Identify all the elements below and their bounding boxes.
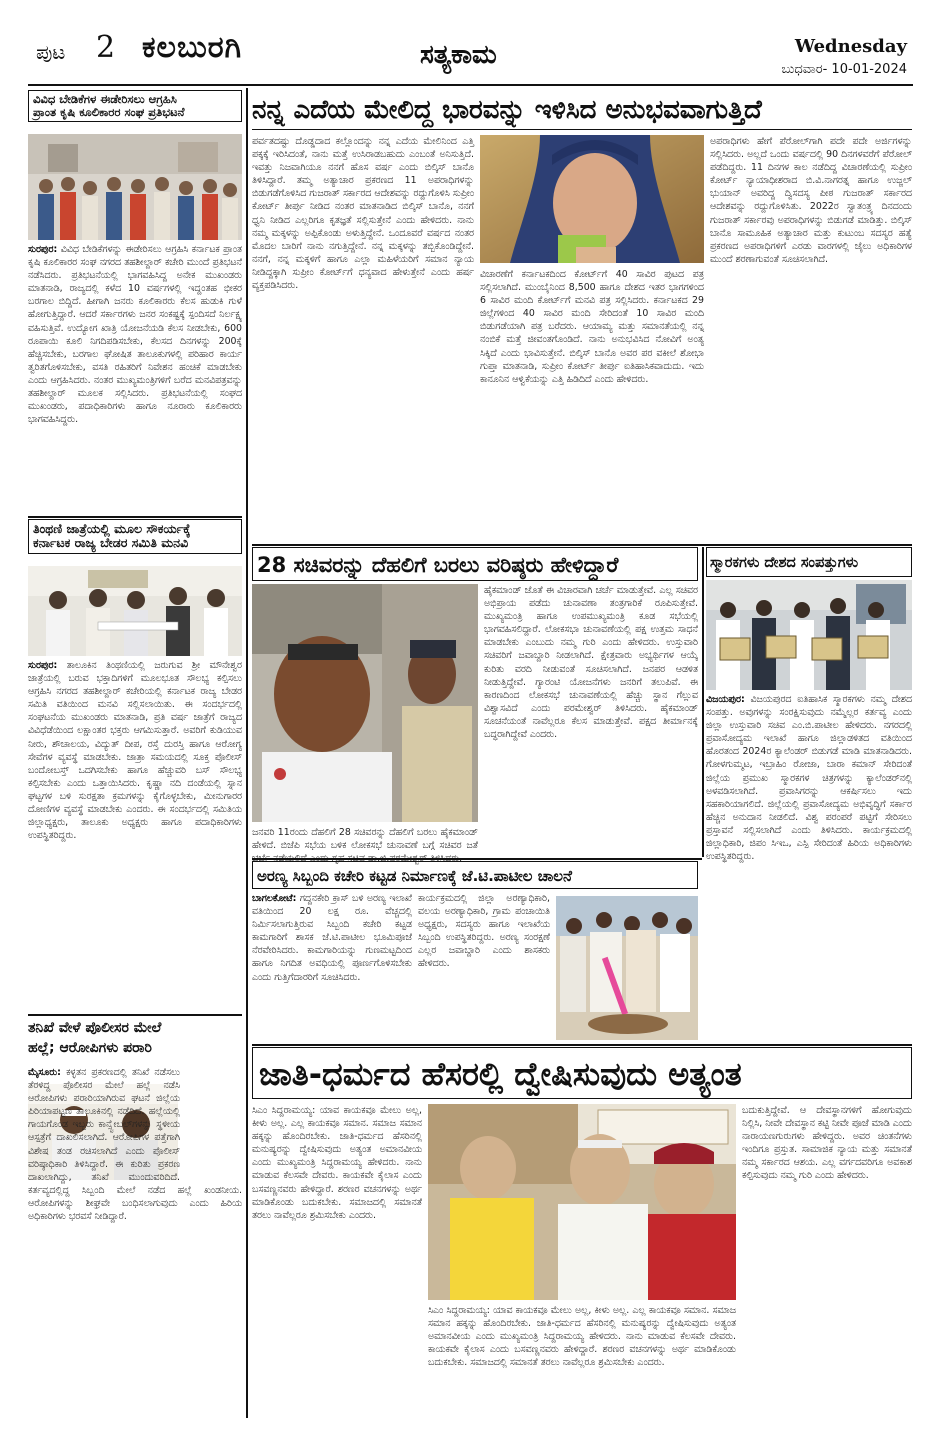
left-divider-2 <box>28 1014 242 1016</box>
protest-body-text: ವಿವಿಧ ಬೇಡಿಕೆಗಳನ್ನು ಈಡೇರಿಸಲು ಆಗ್ರಹಿಸಿ ಕರ್ನಾಟಕ ಪ್ರಾಂತ ಕೃಷಿ ಕೂಲಿಕಾರರ ಸಂಘ ನಗರದ ತಹಶೀಲ್ದಾರ್ ಕಚೇರಿ ಮುಂದೆ ಪ್ರತಿಭಟನೆ ನಡೆಸಿದರು. ಪ್ರತಿಭಟನೆಯಲ್ಲಿ ಭಾಗವಹಿಸಿದ್ದ ಅನೇಕ ಮುಖಂಡರು ಮಾತನಾಡಿ, ರಾಜ್ಯದಲ್ಲಿ ಕಳೆದ 10 ವರ್ಷಗಳಲ್ಲಿ ಇದ್ದಂತಹ ಭೀಕರ ಬರಗಾಲ ಬಿದ್ದಿದೆ. ಹೀಗಾಗಿ ಜನರು ಕೂಲಿಕಾರರು ಕೆಲಸ ಹುಡುಕಿ ಗುಳೆ ಹೋಗುತ್ತಿದ್ದಾರೆ. ಆದರೆ ಸರ್ಕಾರಗಳು ಜನರ ಸಂಕಷ್ಟಕ್ಕೆ ಸ್ಪಂದಿಸದೆ ನಿರ್ಲಕ್ಷ್ಯ ವಹಿಸುತ್ತಿವೆ. ಉದ್ಯೋಗ ಖಾತ್ರಿ ಯೋಜನೆಯಡಿ ಕೆಲಸ ನೀಡಬೇಕು, 600 ರೂಪಾಯಿ ಕೂಲಿ ನಿಗದಿಪಡಿಸಬೇಕು, ಕೆಲಸದ ದಿನಗಳನ್ನು 200ಕ್ಕೆ ಹೆಚ್ಚಿಸಬೇಕು, ಬರಗಾಲ ಘೋಷಿತ ತಾಲೂಕುಗಳಲ್ಲಿ ಪರಿಹಾರ ಕಾರ್ಯ ತ್ವರಿತಗೊಳಿಸಬೇಕು, ವಸತಿ ರಹಿತರಿಗೆ ನಿವೇಶನ ಹಂಚಿಕೆ ಮಾಡಬೇಕು ಎಂದು ಆಗ್ರಹಿಸಿದರು. ನಂತರ ಮುಖ್ಯಮಂತ್ರಿಗಳಿಗೆ ಬರೆದ ಮನವಿಪತ್ರವನ್ನು ತಹಶೀಲ್ದಾರ್ ಮೂಲಕ ಸಲ್ಲಿಸಿದರು. ಪ್ರತಿಭಟನೆಯಲ್ಲಿ ಸಂಘದ ಮುಖಂಡರು, ಪದಾಧಿಕಾರಿಗಳು ಹಾಗೂ ನೂರಾರು ಕೂಲಿಕಾರರು ಭಾಗವಹಿಸಿದ್ದರು. <box>28 244 243 426</box>
ministers-col1-text: ಹೈಕಮಾಂಡ್ ಜೊತೆ ಈ ವಿಚಾರವಾಗಿ ಚರ್ಚೆ ಮಾಡುತ್ತೇವೆ. ಎಲ್ಲ ಸಚಿವರ ಅಭಿಪ್ರಾಯ ಪಡೆದು ಚುನಾವಣಾ ತಂತ್ರಗಾರಿಕೆ ರೂಪಿಸುತ್ತೇವೆ. ಮುಖ್ಯಮಂತ್ರಿ ಹಾಗೂ ಉಪಮುಖ್ಯಮಂತ್ರಿ ಕೂಡ ಸಭೆಯಲ್ಲಿ ಭಾಗವಹಿಸಲಿದ್ದಾರೆ. ಲೋಕಸಭಾ ಚುನಾವಣೆಯಲ್ಲಿ ಪಕ್ಷ ಉತ್ತಮ ಸಾಧನೆ ಮಾಡಬೇಕು ಎಂಬುದು ನಮ್ಮ ಗುರಿ ಎಂದು ಹೇಳಿದರು. ಉಸ್ತುವಾರಿ ಸಚಿವರಿಗೆ ಜವಾಬ್ದಾರಿ ನೀಡಲಾಗಿದೆ. ಕ್ಷೇತ್ರವಾರು ಅಭ್ಯರ್ಥಿಗಳ ಆಯ್ಕೆ ಕುರಿತು ವರದಿ ನೀಡುವಂತೆ ಸೂಚಿಸಲಾಗಿದೆ. <box>484 585 698 675</box>
city-name: ಕಲಬುರಗಿ <box>142 30 243 65</box>
ministers-col1 <box>484 584 698 856</box>
caste-col-middle-text: ಸಿಎಂ ಸಿದ್ದರಾಮಯ್ಯ: ಯಾವ ಕಾಯಕವೂ ಮೇಲು ಅಲ್ಲ, ಕೀಳು ಅಲ್ಲ. ಎಲ್ಲ ಕಾಯಕವೂ ಸಮಾನ. ಸಮಾಜ ಸಮಾನ ಹಕ್ಕನ್ನು ಹೊಂದಿರಬೇಕು. ಜಾತಿ-ಧರ್ಮದ ಹೆಸರಿನಲ್ಲಿ ಮನುಷ್ಯರನ್ನು ದ್ವೇಷಿಸುವುದು ಅತ್ಯಂತ ಅಮಾನವೀಯ ಎಂದು ಮುಖ್ಯಮಂತ್ರಿ ಸಿದ್ದರಾಮಯ್ಯ ಹೇಳಿದರು. ನಾನು ಮಾಡುವ ಕೆಲಸವೇ ದೇವರು. ಕಾಯಕವೇ ಕೈಲಾಸ ಎಂದು ಬಸವಣ್ಣನವರು ಹೇಳಿದ್ದಾರೆ. ಶರಣರ ವಚನಗಳನ್ನು ಅರ್ಥ ಮಾಡಿಕೊಂಡು ಬದುಕಬೇಕು. ಸಮಾಜದಲ್ಲಿ ಸಮಾನತೆ ತರಲು ನಾವೆಲ್ಲರೂ ಶ್ರಮಿಸಬೇಕು ಎಂದರು. <box>428 1305 736 1369</box>
forest-col1 <box>252 892 412 1040</box>
main-divider-3 <box>252 1044 912 1046</box>
police-body-text: ಕಳ್ಳತನ ಪ್ರಕರಣದಲ್ಲಿ ತನಿಖೆ ನಡೆಸಲು ತೆರಳಿದ್ದ ಪೊಲೀಸರ ಮೇಲೆ ಹಲ್ಲೆ ನಡೆಸಿ ಆರೋಪಿಗಳು ಪರಾರಿಯಾಗಿರುವ ಘಟನೆ ಜಿಲ್ಲೆಯ ಪಿರಿಯಾಪಟ್ಟಣ ತಾಲೂಕಿನಲ್ಲಿ ನಡೆದಿದೆ. ಹಲ್ಲೆಯಲ್ಲಿ ಗಾಯಗೊಂಡ ಇಬ್ಬರು ಕಾನ್ಸ್ಟೇಬಲ್‌ಗಳನ್ನು ಸ್ಥಳೀಯ ಆಸ್ಪತ್ರೆಗೆ ದಾಖಲಿಸಲಾಗಿದೆ. ಆರೋಪಿಗಳ ಪತ್ತೆಗಾಗಿ ವಿಶೇಷ ತಂಡ ರಚಿಸಲಾಗಿದೆ ಎಂದು ಪೊಲೀಸ್ ವರಿಷ್ಠಾಧಿಕಾರಿ ತಿಳಿಸಿದ್ದಾರೆ. ಈ ಕುರಿತು ಪ್ರಕರಣ ದಾಖಲಾಗಿದ್ದು, ತನಿಖೆ ಮುಂದುವರಿದಿದೆ. ಕರ್ತವ್ಯದಲ್ಲಿದ್ದ ಸಿಬ್ಬಂದಿ ಮೇಲೆ ನಡೆದ ಹಲ್ಲೆ ಖಂಡನೀಯ. ಆರೋಪಿಗಳನ್ನು ಶೀಘ್ರವೇ ಬಂಧಿಸಲಾಗುವುದು ಎಂದು ಹಿರಿಯ ಅಧಿಕಾರಿಗಳು ಭರವಸೆ ನೀಡಿದ್ದಾರೆ. <box>28 1067 242 1223</box>
tinthani-body-text: ತಾಲೂಕಿನ ತಿಂಥಣಿಯಲ್ಲಿ ಜರುಗುವ ಶ್ರೀ ಮೌನೇಶ್ವರ ಜಾತ್ರೆಯಲ್ಲಿ ಬರುವ ಭಕ್ತಾದಿಗಳಿಗೆ ಮೂಲಭೂತ ಸೌಲಭ್ಯ ಕಲ್ಪಿಸಲು ಆಗ್ರಹಿಸಿ ನಗರದ ತಹಶೀಲ್ದಾರ್ ಕಚೇರಿಯಲ್ಲಿ ಕರ್ನಾಟಕ ರಾಜ್ಯ ಬೇಡರ ಸಮಿತಿ ವತಿಯಿಂದ ಮನವಿ ಸಲ್ಲಿಸಲಾಯಿತು. ಈ ಸಂದರ್ಭದಲ್ಲಿ ಸಂಘಟನೆಯ ಮುಖಂಡರು ಮಾತನಾಡಿ, ಪ್ರತಿ ವರ್ಷ ಜಾತ್ರೆಗೆ ರಾಜ್ಯದ ವಿವಿಧೆಡೆಯಿಂದ ಲಕ್ಷಾಂತರ ಭಕ್ತರು ಆಗಮಿಸುತ್ತಾರೆ. ಅವರಿಗೆ ಕುಡಿಯುವ ನೀರು, ಶೌಚಾಲಯ, ವಿದ್ಯುತ್ ದೀಪ, ರಸ್ತೆ ದುರಸ್ತಿ ಹಾಗೂ ಆರೋಗ್ಯ ಸೇವೆಗಳ ವ್ಯವಸ್ಥೆ ಮಾಡಬೇಕು. ಜಾತ್ರಾ ಸಮಯದಲ್ಲಿ ಸೂಕ್ತ ಪೊಲೀಸ್ ಬಂದೋಬಸ್ತ್ ಒದಗಿಸಬೇಕು ಹಾಗೂ ಹೆಚ್ಚುವರಿ ಬಸ್ ಸೌಲಭ್ಯ ಕಲ್ಪಿಸಬೇಕು ಎಂದು ಒತ್ತಾಯಿಸಿದರು. ಕೃಷ್ಣಾ ನದಿ ದಂಡೆಯಲ್ಲಿ ಸ್ನಾನ ಘಟ್ಟಗಳ ಬಳಿ ಸುರಕ್ಷತಾ ಕ್ರಮಗಳನ್ನು ಕೈಗೊಳ್ಳಬೇಕು, ಮೀನುಗಾರರ ದೋಣಿಗಳ ವ್ಯವಸ್ಥೆ ಮಾಡಬೇಕು ಎಂದರು. ಈ ಸಂದರ್ಭದಲ್ಲಿ ಸಮಿತಿಯ ಜಿಲ್ಲಾಧ್ಯಕ್ಷರು, ತಾಲೂಕು ಅಧ್ಯಕ್ಷರು ಹಾಗೂ ಪದಾಧಿಕಾರಿಗಳು ಉಪಸ್ಥಿತರಿದ್ದರು. <box>28 660 243 842</box>
monuments-body <box>706 693 912 863</box>
bilkis-photo <box>480 135 704 263</box>
masthead <box>0 0 945 86</box>
left-divider-1 <box>28 516 242 518</box>
monuments-photo <box>706 580 912 690</box>
ministers-col2-text: ಜನಪರ ಆಡಳಿತ ನೀಡುತ್ತಿದ್ದೇವೆ. ಗ್ಯಾರಂಟಿ ಯೋಜನೆಗಳು ಜನರಿಗೆ ತಲುಪಿವೆ. ಈ ಕಾರಣದಿಂದ ಲೋಕಸಭೆ ಚುನಾವಣೆಯಲ್ಲಿ ಹೆಚ್ಚು ಸ್ಥಾನ ಗೆಲ್ಲುವ ವಿಶ್ವಾಸವಿದೆ ಎಂದು ಪರಮೇಶ್ವರ್ ತಿಳಿಸಿದರು. ಹೈಕಮಾಂಡ್ ಸೂಚನೆಯಂತೆ ನಾವೆಲ್ಲರೂ ಕೆಲಸ ಮಾಡುತ್ತೇವೆ. ಪಕ್ಷದ ತೀರ್ಮಾನಕ್ಕೆ ಬದ್ಧರಾಗಿದ್ದೇವೆ ಎಂದರು. <box>484 663 698 741</box>
main-divider-1 <box>252 544 912 546</box>
police-dateline: ಮೈಸೂರು: <box>28 1067 61 1078</box>
caste-photo <box>428 1104 736 1300</box>
bilkis-col1: ಪರ್ವತದಷ್ಟು ದೊಡ್ಡದಾದ ಕಲ್ಲೊಂದನ್ನು ನನ್ನ ಎದೆಯ ಮೇಲಿನಿಂದ ಎತ್ತಿ ಪಕ್ಕಕ್ಕೆ ಇರಿಸಿದಂತೆ, ನಾನು ಮತ್ತೆ ಉಸಿರಾಡಬಹುದು ಎಂಬಂತೆ ಅನಿಸುತ್ತಿದೆ. ಇವತ್ತು ನಿಜವಾಗಿಯೂ ನನಗೆ ಹೊಸ ವರ್ಷ ಎಂದು ಬಿಲ್ಕಿಸ್ ಬಾನೊ ತಿಳಿಸಿದ್ದಾರೆ. ತಮ್ಮ ಅತ್ಯಾಚಾರ ಪ್ರಕರಣದ 11 ಅಪರಾಧಿಗಳನ್ನು ಬಿಡುಗಡೆಗೊಳಿಸಿದ ಗುಜರಾತ್ ಸರ್ಕಾರದ ಆದೇಶವನ್ನು ರದ್ದುಗೊಳಿಸಿ ಸುಪ್ರೀಂ ಕೋರ್ಟ್ ತೀರ್ಪು ನೀಡಿದ ನಂತರ ಮಾತನಾಡಿದ ಬಿಲ್ಕಿಸ್ ಬಾನೊ, ನನಗೆ ಧ್ವನಿ ನೀಡಿದ ಎಲ್ಲರಿಗೂ ಕೃತಜ್ಞತೆ ಸಲ್ಲಿಸುತ್ತೇನೆ ಎಂದು ಹೇಳಿದರು. ನಾನು ನಮ್ಮ ಮಕ್ಕಳನ್ನು ಅಪ್ಪಿಕೊಂಡು ಅಳುತ್ತಿದ್ದೇನೆ. ಒಂದೂವರೆ ವರ್ಷದ ನಂತರ ಮೊದಲ ಬಾರಿಗೆ ನಾನು ನಗುತ್ತಿದ್ದೇನೆ. ನನ್ನ ಮಕ್ಕಳನ್ನು ತಬ್ಬಿಕೊಂಡಿದ್ದೇನೆ. ನನಗೆ, ನನ್ನ ಮಕ್ಕಳಿಗೆ ಹಾಗೂ ಎಲ್ಲಾ ಮಹಿಳೆಯರಿಗೆ ಸಮಾನ ನ್ಯಾಯ ನೀಡಿದ್ದಕ್ಕಾಗಿ ಸುಪ್ರೀಂ ಕೋರ್ಟ್‌ಗೆ ಧನ್ಯವಾದ ಹೇಳುತ್ತೇನೆ ಎಂದು ಹರ್ಷ ವ್ಯಕ್ತಪಡಿಸಿದರು. <box>252 136 474 292</box>
forest-photo <box>556 896 698 1040</box>
tinthani-dateline: ಸುರಪುರ: <box>28 660 58 671</box>
tinthani-headline-line2: ಕರ್ನಾಟಕ ರಾಜ್ಯ ಬೇಡರ ಸಮಿತಿ ಮನವಿ <box>33 535 189 551</box>
page-number: 2 <box>96 30 116 65</box>
bilkis-col2: ವಿಚಾರಣೆಗೆ ಕರ್ನಾಟಕದಿಂದ ಕೋರ್ಟ್‌ಗೆ 40 ಸಾವಿರ ಪುಟದ ಪತ್ರ ಸಲ್ಲಿಸಲಾಗಿದೆ. ಮುಂಬೈನಿಂದ 8,500 ಹಾಗೂ ದೇಶದ ಇತರ ಭಾಗಗಳಿಂದ 6 ಸಾವಿರ ಮಂದಿ ಕೋರ್ಟ್‌ಗೆ ಮನವಿ ಪತ್ರ ಸಲ್ಲಿಸಿದರು. ಕರ್ನಾಟಕದ 29 ಜಿಲ್ಲೆಗಳಿಂದ 40 ಸಾವಿರ ಮಂದಿ ಸೇರಿದಂತೆ 10 ಸಾವಿರ ಮಂದಿ ಬಿಡುಗಡೆಯಾಗಿ ಪತ್ರ ಬರೆದರು. ಆಯಾಮ್ಯ ಮತ್ತು ಸಮಾನತೆಯಲ್ಲಿ ನನ್ನ ನಂಬಿಕೆ ಮತ್ತೆ ಜೀವಂತಗೊಂಡಿದೆ. ನಾನು ಅನುಭವಿಸಿದ ನೋವಿಗೆ ಅಂತ್ಯ ಸಿಕ್ಕಿದೆ ಎಂದು ಭಾವಿಸುತ್ತೇನೆ. ಬಿಲ್ಕಿಸ್ ಬಾನೊ ಅವರ ಪರ ವಕೀಲೆ ಶೋಭಾ ಗುಪ್ತಾ ಮಾತನಾಡಿ, ಸುಪ್ರೀಂ ಕೋರ್ಟ್ ತೀರ್ಪು ಐತಿಹಾಸಿಕವಾದುದು. ಇದು ಕಾನೂನಿನ ಆಳ್ವಿಕೆಯನ್ನು ಎತ್ತಿ ಹಿಡಿದಿದೆ ಎಂದು ಹೇಳಿದರು. <box>480 269 704 385</box>
date-kannada: ಬುಧವಾರ- 10-01-2024 <box>781 62 907 77</box>
monuments-dateline: ವಿಜಯಪುರ: <box>706 694 745 705</box>
column-divider-left <box>246 88 248 1418</box>
monuments-body-text: ವಿಜಯಪುರದ ಐತಿಹಾಸಿಕ ಸ್ಮಾರಕಗಳು ನಮ್ಮ ದೇಶದ ಸಂಪತ್ತು. ಅವುಗಳನ್ನು ಸಂರಕ್ಷಿಸುವುದು ನಮ್ಮೆಲ್ಲರ ಕರ್ತವ್ಯ ಎಂದು ಜಿಲ್ಲಾ ಉಸ್ತುವಾರಿ ಸಚಿವ ಎಂ.ಬಿ.ಪಾಟೀಲ ಹೇಳಿದರು. ನಗರದಲ್ಲಿ ಪ್ರವಾಸೋದ್ಯಮ ಇಲಾಖೆ ಹಾಗೂ ಜಿಲ್ಲಾಡಳಿತದ ವತಿಯಿಂದ ಹೊರತಂದ 2024ರ ಕ್ಯಾಲೆಂಡರ್ ಬಿಡುಗಡೆ ಮಾಡಿ ಮಾತನಾಡಿದರು. ಗೋಳಗುಮ್ಮಟ, ಇಬ್ರಾಹಿಂ ರೋಜಾ, ಬಾರಾ ಕಮಾನ್ ಸೇರಿದಂತೆ ಜಿಲ್ಲೆಯ ಪ್ರಮುಖ ಸ್ಮಾರಕಗಳ ಚಿತ್ರಗಳನ್ನು ಕ್ಯಾಲೆಂಡರ್‌ನಲ್ಲಿ ಅಳವಡಿಸಲಾಗಿದೆ. ಪ್ರವಾಸಿಗರನ್ನು ಆಕರ್ಷಿಸಲು ಇದು ಸಹಕಾರಿಯಾಗಲಿದೆ. ಜಿಲ್ಲೆಯಲ್ಲಿ ಪ್ರವಾಸೋದ್ಯಮ ಅಭಿವೃದ್ಧಿಗೆ ಸರ್ಕಾರ ಹೆಚ್ಚಿನ ಅನುದಾನ ನೀಡಲಿದೆ. ವಿಶ್ವ ಪರಂಪರೆ ಪಟ್ಟಿಗೆ ಸೇರಿಸಲು ಪ್ರಸ್ತಾವನೆ ಸಲ್ಲಿಸಲಾಗಿದೆ ಎಂದು ತಿಳಿಸಿದರು. ಕಾರ್ಯಕ್ರಮದಲ್ಲಿ ಜಿಲ್ಲಾಧಿಕಾರಿ, ಜಿಪಂ ಸಿಇಒ, ಎಸ್ಪಿ ಸೇರಿದಂತೆ ಹಿರಿಯ ಅಧಿಕಾರಿಗಳು ಉಪಸ್ಥಿತರಿದ್ದರು. <box>706 694 912 863</box>
ministers-caption: ಜನವರಿ 11ರಂದು ದೆಹಲಿಗೆ 28 ಸಚಿವರನ್ನು ದೆಹಲಿಗೆ ಬರಲು ಹೈಕಮಾಂಡ್ ಹೇಳಿದೆ. ಬಿಜೆಪಿ ಸಭೆಯ ಬಳಿಕ ಲೋಕಸಭೆ ಚುನಾವಣೆ ಬಗ್ಗೆ ಸಚಿವರ ಜತೆ <box>252 827 478 852</box>
page-label: ಪುಟ <box>36 40 66 64</box>
protest-headline <box>28 90 242 130</box>
caste-col-middle <box>428 1304 736 1418</box>
caste-col2: ಬದುಕುತ್ತಿದ್ದೇವೆ. ಆ ದೇವಸ್ಥಾನಗಳಿಗೆ ಹೋಗುವುದು ನಿಲ್ಲಿಸಿ, ನೀವೇ ದೇವಸ್ಥಾನ ಕಟ್ಟಿ ನೀವೇ ಪೂಜೆ ಮಾಡಿ ಎಂದು ನಾರಾಯಣಗುರುಗಳು ಹೇಳಿದ್ದರು. ಅವರ ಚಿಂತನೆಗಳು ಇಂದಿಗೂ ಪ್ರಸ್ತುತ. ಸಾಮಾಜಿಕ ನ್ಯಾಯ ಮತ್ತು ಸಮಾನತೆ ನಮ್ಮ ಸರ್ಕಾರದ ಆಶಯ. ಎಲ್ಲ ವರ್ಗದವರಿಗೂ ಅವಕಾಶ ಕಲ್ಪಿಸುವುದು ನಮ್ಮ ಗುರಿ ಎಂದು ಹೇಳಿದರು. <box>742 1105 912 1182</box>
tinthani-body <box>28 659 242 1011</box>
forest-dateline: ಬಾಗಲಕೋಟೆ: <box>252 893 297 904</box>
police-headline-line1: ತನಿಖೆ ವೇಳೆ ಪೊಲೀಸರ ಮೇಲೆ <box>28 1020 162 1036</box>
forest-col1-text: ಗದ್ದನಕೇರಿ ಕ್ರಾಸ್ ಬಳಿ ಅರಣ್ಯ ಇಲಾಖೆ ವತಿಯಿಂದ 20 ಲಕ್ಷ ರೂ. ವೆಚ್ಚದಲ್ಲಿ ನಿರ್ಮಿಸಲಾಗುತ್ತಿರುವ ಸಿಬ್ಬಂದಿ ಕಚೇರಿ ಕಟ್ಟಡ ಕಾಮಗಾರಿಗೆ ಶಾಸಕ ಜೆ.ಟಿ.ಪಾಟೀಲ ಭೂಮಿಪೂಜೆ ನೆರವೇರಿಸಿದರು. ಕಾಮಗಾರಿಯನ್ನು ಗುಣಮಟ್ಟದಿಂದ ಹಾಗೂ ನಿಗದಿತ ಅವಧಿಯಲ್ಲಿ ಪೂರ್ಣಗೊಳಿಸಬೇಕು ಎಂದು ಗುತ್ತಿಗೆದಾರರಿಗೆ ಸೂಚಿಸಿದರು. <box>252 893 413 983</box>
forest-col2: ಕಾರ್ಯಕ್ರಮದಲ್ಲಿ ಜಿಲ್ಲಾ ಅರಣ್ಯಾಧಿಕಾರಿ, ವಲಯ ಅರಣ್ಯಾಧಿಕಾರಿ, ಗ್ರಾಮ ಪಂಚಾಯಿತಿ ಅಧ್ಯಕ್ಷರು, ಸದಸ್ಯರು ಹಾಗೂ ಇಲಾಖೆಯ ಸಿಬ್ಬಂದಿ ಉಪಸ್ಥಿತರಿದ್ದರು. ಅರಣ್ಯ ಸಂರಕ್ಷಣೆ ಎಲ್ಲರ ಜವಾಬ್ದಾರಿ ಎಂದು ಶಾಸಕರು ಹೇಳಿದರು. <box>418 893 550 970</box>
protest-headline-line1: ವಿವಿಧ ಬೇಡಿಕೆಗಳ ಈಡೇರಿಸಲು ಆಗ್ರಹಿಸಿ <box>33 92 177 106</box>
newspaper-name: ಸತ್ಯಕಾಮ <box>420 40 497 70</box>
bilkis-col3: ಅಪರಾಧಿಗಳು ಹೇಗೆ ಪೆರೋಲ್‌ಗಾಗಿ ಪದೇ ಪದೇ ಅರ್ಜಿಗಳನ್ನು ಸಲ್ಲಿಸಿದರು. ಅಲ್ಲದೆ ಒಂದು ವರ್ಷದಲ್ಲಿ 90 ದಿನಗಳವರೆಗೆ ಪೆರೋಲ್ ಪಡೆದಿದ್ದರು. 11 ದಿನಗಳ ಕಾಲ ನಡೆದಿದ್ದ ವಿಚಾರಣೆಯಲ್ಲಿ ಸುಪ್ರೀಂ ಕೋರ್ಟ್ ನ್ಯಾಯಾಧೀಶರಾದ ಬಿ.ವಿ.ನಾಗರತ್ನ ಹಾಗೂ ಉಜ್ಜಲ್ ಭುಯಾನ್ ಅವರಿದ್ದ ದ್ವಿಸದಸ್ಯ ಪೀಠ ಗುಜರಾತ್ ಸರ್ಕಾರದ ಆದೇಶವನ್ನು ರದ್ದುಗೊಳಿಸಿತು. 2022ರ ಸ್ವಾತಂತ್ರ್ಯ ದಿನದಂದು ಗುಜರಾತ್ ಸರ್ಕಾರವು ಅಪರಾಧಿಗಳನ್ನು ಬಿಡುಗಡೆ ಮಾಡಿತ್ತು. ಬಿಲ್ಕಿಸ್ ಬಾನೊ ಸಾಮೂಹಿಕ ಅತ್ಯಾಚಾರ ಮತ್ತು ಕುಟುಂಬ ಸದಸ್ಯರ ಹತ್ಯೆ ಪ್ರಕರಣದ ಅಪರಾಧಿಗಳಿಗೆ ಎರಡು ವಾರಗಳಲ್ಲಿ ಜೈಲು ಅಧಿಕಾರಿಗಳ ಮುಂದೆ ಶರಣಾಗುವಂತೆ ಸೂಚಿಸಲಾಗಿದೆ. <box>710 136 912 265</box>
protest-headline-line2: ಪ್ರಾಂತ ಕೃಷಿ ಕೂಲಿಕಾರರ ಸಂಘ ಪ್ರತಿಭಟನೆ <box>33 105 185 120</box>
tinthani-photo <box>28 566 242 656</box>
caste-col1: ಸಿಎಂ ಸಿದ್ದರಾಮಯ್ಯ: ಯಾವ ಕಾಯಕವೂ ಮೇಲು ಅಲ್ಲ, ಕೀಳು ಅಲ್ಲ. ಎಲ್ಲ ಕಾಯಕವೂ ಸಮಾನ. ಸಮಾಜ ಸಮಾನ ಹಕ್ಕನ್ನು ಹೊಂದಿರಬೇಕು. ಜಾತಿ-ಧರ್ಮದ ಹೆಸರಿನಲ್ಲಿ ಮನುಷ್ಯರನ್ನು ದ್ವೇಷಿಸುವುದು ಅತ್ಯಂತ ಅಮಾನವೀಯ ಎಂದು ಮುಖ್ಯಮಂತ್ರಿ ಸಿದ್ದರಾಮಯ್ಯ ಹೇಳಿದರು. ನಾನು ಮಾಡುವ ಕೆಲಸವೇ ದೇವರು. ಕಾಯಕವೇ ಕೈಲಾಸ ಎಂದು ಬಸವಣ್ಣನವರು ಹೇಳಿದ್ದಾರೆ. ಶರಣರ ವಚನಗಳನ್ನು ಅರ್ಥ ಮಾಡಿಕೊಂಡು ಬದುಕಬೇಕು. ಸಮಾಜದಲ್ಲಿ ಸಮಾನತೆ ತರಲು ನಾವೆಲ್ಲರೂ ಶ್ರಮಿಸಬೇಕು ಎಂದರು. <box>252 1105 422 1221</box>
forest-headline: ಅರಣ್ಯ ಸಿಬ್ಬಂದಿ ಕಚೇರಿ ಕಟ್ಟಡ ನಿರ್ಮಾಣಕ್ಕೆ ಜೆ.ಟಿ.ಪಾಟೀಲ ಚಾಲನೆ <box>252 861 698 889</box>
monuments-headline: ಸ್ಮಾರಕಗಳು ದೇಶದ ಸಂಪತ್ತುಗಳು <box>706 547 912 577</box>
tinthani-headline <box>28 519 242 563</box>
protest-photo <box>28 134 242 240</box>
column-divider-right <box>702 547 704 857</box>
ministers-headline: 28 ಸಚಿವರನ್ನು ದೆಹಲಿಗೆ ಬರಲು ವರಿಷ್ಠರು ಹೇಳಿದ್ದಾರೆ <box>252 547 698 581</box>
day-english: Wednesday <box>794 36 907 57</box>
protest-body <box>28 243 242 513</box>
police-body <box>28 1066 242 1418</box>
masthead-rule <box>28 84 913 86</box>
protest-dateline: ಸುರಪುರ: <box>28 244 58 255</box>
police-headline-line2: ಹಲ್ಲೆ; ಆರೋಪಿಗಳು ಪರಾರಿ <box>28 1040 152 1056</box>
bilkis-headline: ನನ್ನ ಎದೆಯ ಮೇಲಿದ್ದ ಭಾರವನ್ನು ಇಳಿಸಿದ ಅನುಭವವಾಗುತ್ತಿದೆ <box>252 90 912 130</box>
ministers-photo <box>252 584 478 822</box>
main-divider-2 <box>252 858 702 860</box>
police-headline <box>28 1018 242 1062</box>
caste-headline: ಜಾತಿ-ಧರ್ಮದ ಹೆಸರಲ್ಲಿ ದ್ವೇಷಿಸುವುದು ಅತ್ಯಂತ <box>252 1047 912 1099</box>
tinthani-headline-line1: ತಿಂಥಣಿ ಜಾತ್ರೆಯಲ್ಲಿ ಮೂಲ ಸೌಕರ್ಯಕ್ಕೆ <box>33 521 191 536</box>
